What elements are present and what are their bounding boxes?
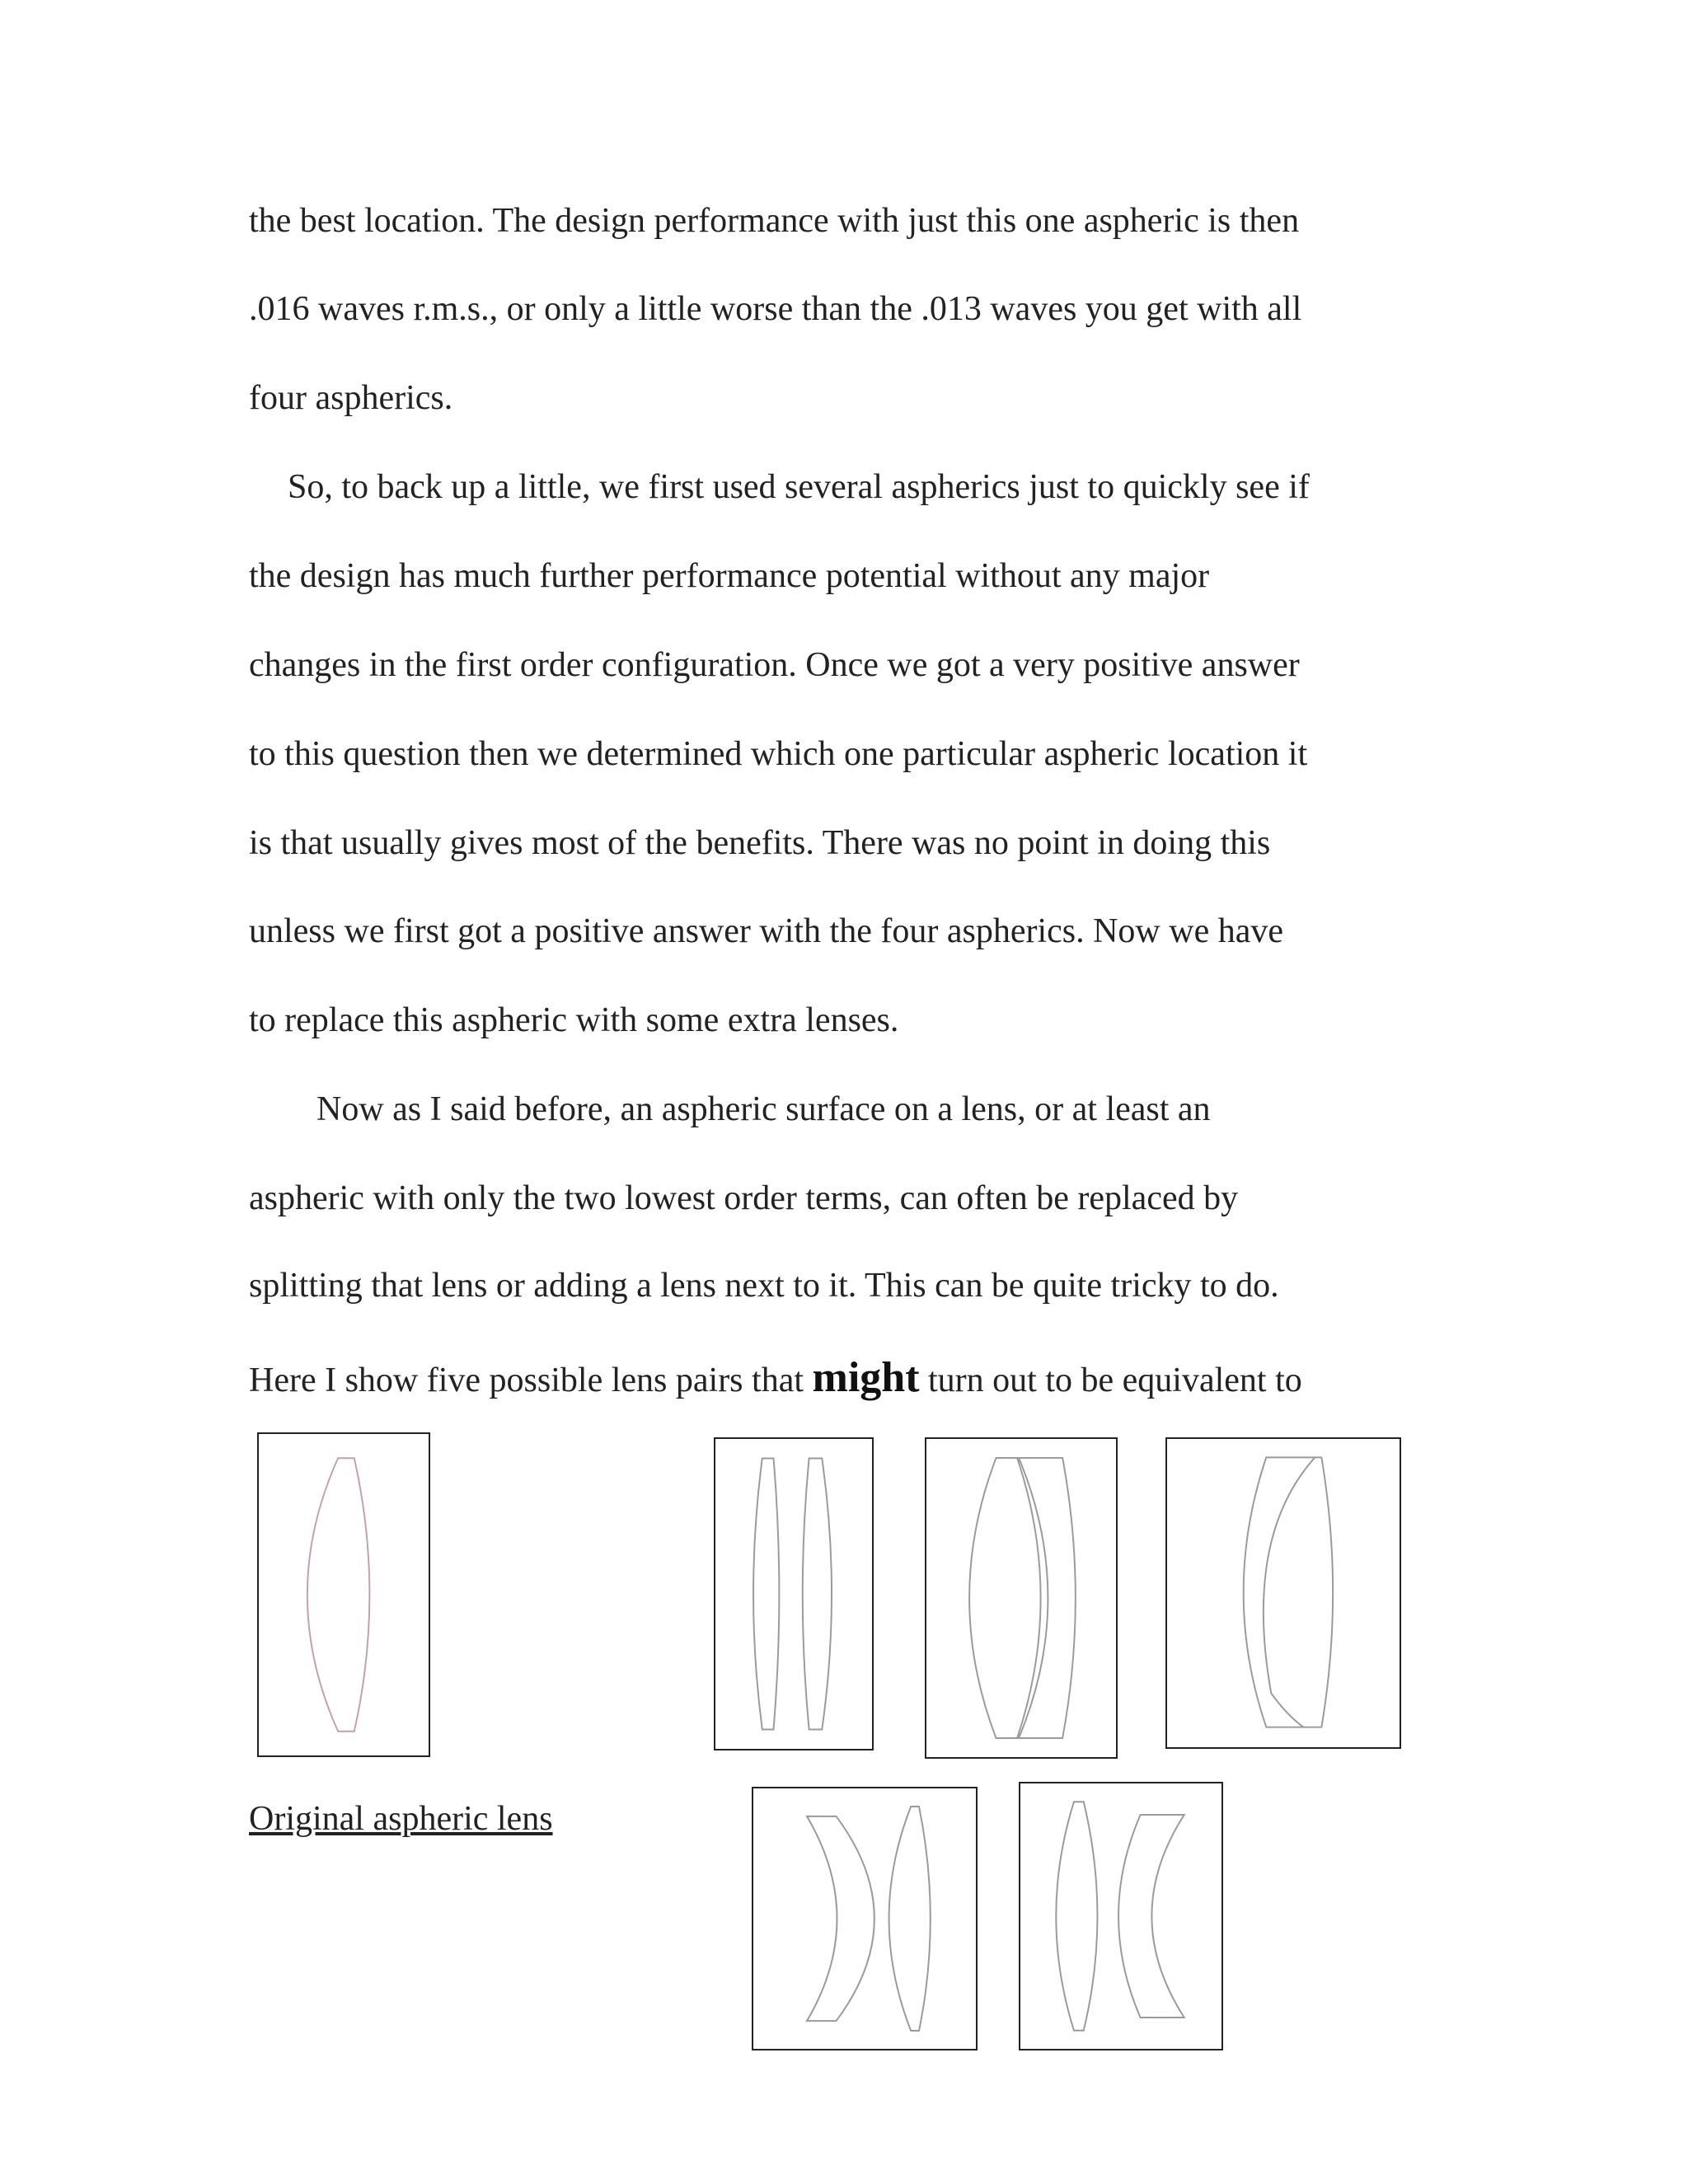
text-line-14-after: turn out to be equivalent to: [919, 1361, 1302, 1399]
text-line-12: aspheric with only the two lowest order terms, can often be replaced by: [249, 1179, 1239, 1217]
two-biconvex-lenses-drawing: [715, 1439, 872, 1749]
text-line-4: So, to back up a little, we first used several aspherics just to quickly see if: [288, 468, 1310, 506]
text-line-13: splitting that lens or adding a lens next to it. This can be quite tricky to do.: [249, 1267, 1279, 1305]
original-aspheric-lens-drawing: [259, 1434, 429, 1755]
lens-panel-original: [257, 1432, 430, 1757]
lens-panel-biconvex-meniscus: [925, 1437, 1118, 1759]
text-line-8: is that usually gives most of the benefits. There was no point in doing this: [249, 824, 1271, 862]
text-line-11: Now as I said before, an aspheric surface on a lens, or at least an: [316, 1090, 1211, 1128]
text-line-6: changes in the first order configuration. Once we got a very positive answer: [249, 646, 1300, 684]
biconcave-biconvex-drawing: [753, 1788, 976, 2049]
biconvex-biconcave-drawing: [1020, 1783, 1221, 2049]
text-line-10: to replace this aspheric with some extra lenses.: [249, 1001, 899, 1039]
lens-panel-biconcave-biconvex: [752, 1787, 978, 2050]
text-line-1: the best location. The design performance with just this one aspheric is then: [249, 202, 1300, 240]
text-line-9: unless we first got a positive answer with the four aspherics. Now we have: [249, 912, 1284, 950]
text-line-7: to this question then we determined which one particular aspheric location it: [249, 735, 1308, 773]
text-line-3: four aspherics.: [249, 379, 453, 417]
lens-panel-biconvex-biconcave: [1019, 1782, 1223, 2050]
text-line-14-before: Here I show five possible lens pairs that: [249, 1361, 813, 1399]
lens-panel-nested-meniscus: [1165, 1437, 1401, 1749]
biconvex-meniscus-drawing: [926, 1439, 1116, 1757]
nested-meniscus-drawing: [1167, 1439, 1400, 1747]
figure-caption: Original aspheric lens: [249, 1800, 553, 1838]
emphasis-might: might: [812, 1354, 920, 1401]
text-line-5: the design has much further performance potential without any major: [249, 557, 1210, 595]
text-line-14: [249, 1355, 1302, 1404]
lens-panel-two-biconvex: [714, 1437, 874, 1750]
text-line-2: .016 waves r.m.s., or only a little worse than the .013 waves you get with all: [249, 290, 1302, 328]
